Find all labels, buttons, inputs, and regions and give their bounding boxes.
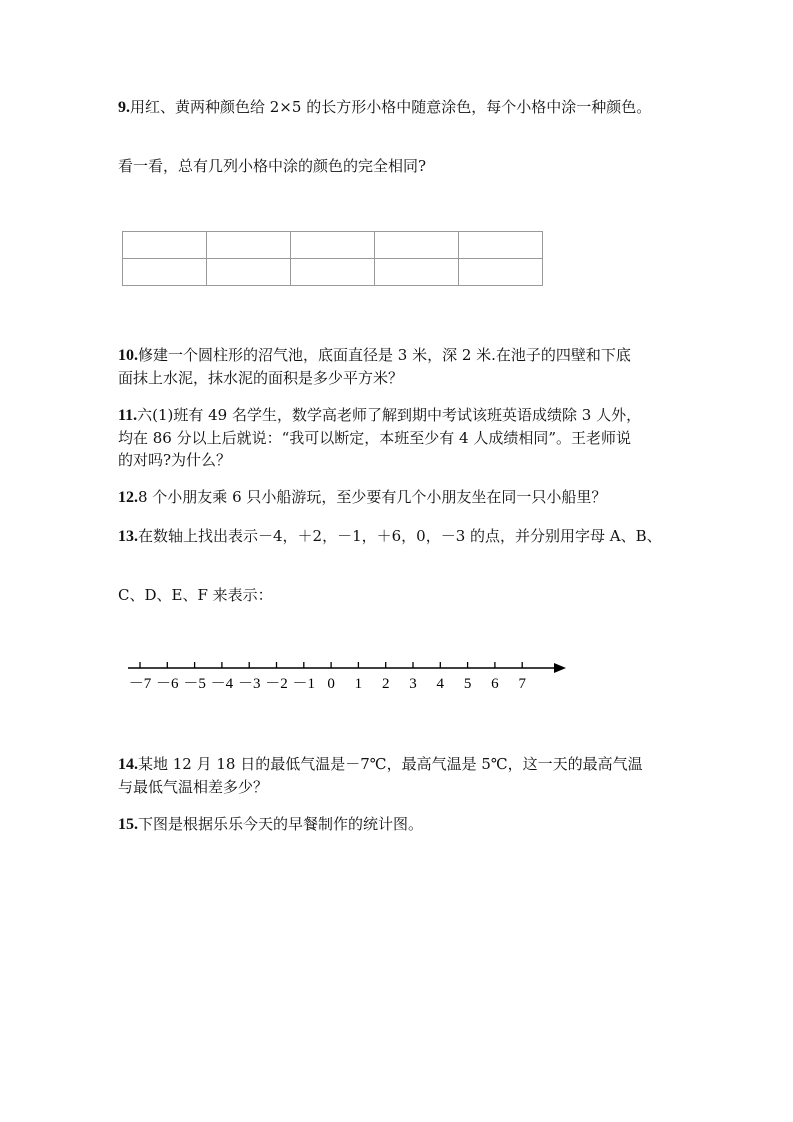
number-line-label: －1 — [292, 676, 316, 692]
number-line-label: －7 — [128, 676, 152, 692]
question-number: 13. — [118, 528, 138, 545]
question-text: 六(1)班有 49 名学生，数学高老师了解到期中考试该班英语成绩除 3 人外， — [137, 406, 642, 424]
question-number: 12. — [118, 489, 138, 506]
grid-cell — [291, 259, 375, 286]
number-line-label: 7 — [518, 676, 526, 692]
grid-cell — [207, 259, 291, 286]
question-10 — [118, 344, 678, 389]
number-line-label: －5 — [183, 676, 206, 692]
number-line-label: 3 — [409, 676, 417, 692]
number-line-label: 5 — [463, 676, 472, 692]
grid-row — [123, 259, 543, 286]
question-line: 与最低气温相差多少？ — [118, 778, 269, 796]
grid-cell — [123, 259, 207, 286]
question-line: 均在 86 分以上后就说：“我可以断定，本班至少有 4 人成绩相同”。王老师说 — [118, 429, 632, 447]
number-line-label: －6 — [156, 676, 179, 692]
number-line-label: －3 — [237, 676, 261, 692]
question-11 — [118, 404, 678, 471]
question-text: 修建一个圆柱形的沼气池，底面直径是 3 米，深 2 米.在池子的四壁和下底 — [138, 346, 631, 364]
question-number: 14. — [118, 756, 138, 773]
question-line: 面抹上水泥，抹水泥的面积是多少平方米？ — [118, 369, 404, 387]
question-12 — [118, 486, 678, 509]
number-line-label: －2 — [265, 676, 288, 692]
question-number: 9. — [118, 99, 130, 116]
arrow-right-icon — [554, 663, 566, 673]
question-line — [118, 753, 678, 776]
grid-cell — [459, 232, 543, 259]
question-number: 15. — [118, 816, 138, 833]
question-number: 10. — [118, 347, 138, 364]
grid-cell — [375, 259, 459, 286]
number-line-label: －4 — [210, 676, 234, 692]
question-13 — [118, 525, 688, 548]
question-line — [118, 344, 678, 367]
grid-row — [123, 232, 543, 259]
number-line-label: 6 — [491, 676, 499, 692]
number-line-label: 1 — [354, 676, 363, 692]
grid-cell — [207, 232, 291, 259]
number-line-label: 2 — [381, 676, 390, 692]
color-grid — [122, 231, 543, 286]
grid-cell — [123, 232, 207, 259]
question-15 — [118, 813, 678, 836]
question-13-continued: C、D、E、F 来表示： — [118, 586, 273, 604]
grid-cell — [291, 232, 375, 259]
question-text: 某地 12 月 18 日的最低气温是－7℃，最高气温是 5℃，这一天的最高气温 — [138, 755, 643, 773]
question-line — [118, 404, 678, 427]
grid-cell — [375, 232, 459, 259]
question-14 — [118, 753, 678, 798]
number-line-label: 0 — [327, 676, 335, 692]
number-line-label: 4 — [436, 676, 445, 692]
question-text: 8 个小朋友乘 6 只小船游玩，至少要有几个小朋友坐在同一只小船里？ — [138, 488, 607, 506]
question-text: 在数轴上找出表示－4，＋2，－1，＋6，0，－3 的点，并分别用字母 A、B、 — [138, 527, 662, 545]
grid-cell — [459, 259, 543, 286]
question-text: 下图是根据乐乐今天的早餐制作的统计图。 — [138, 815, 424, 833]
question-text: 用红、黄两种颜色给 2×5 的长方形小格中随意涂色，每个小格中涂一种颜色。 — [130, 98, 652, 116]
question-9-prompt: 看一看，总有几列小格中涂的颜色的完全相同? — [118, 157, 427, 175]
question-line: 的对吗?为什么？ — [118, 451, 232, 469]
question-number: 11. — [118, 407, 138, 424]
number-line — [120, 655, 580, 695]
question-9 — [118, 96, 718, 119]
